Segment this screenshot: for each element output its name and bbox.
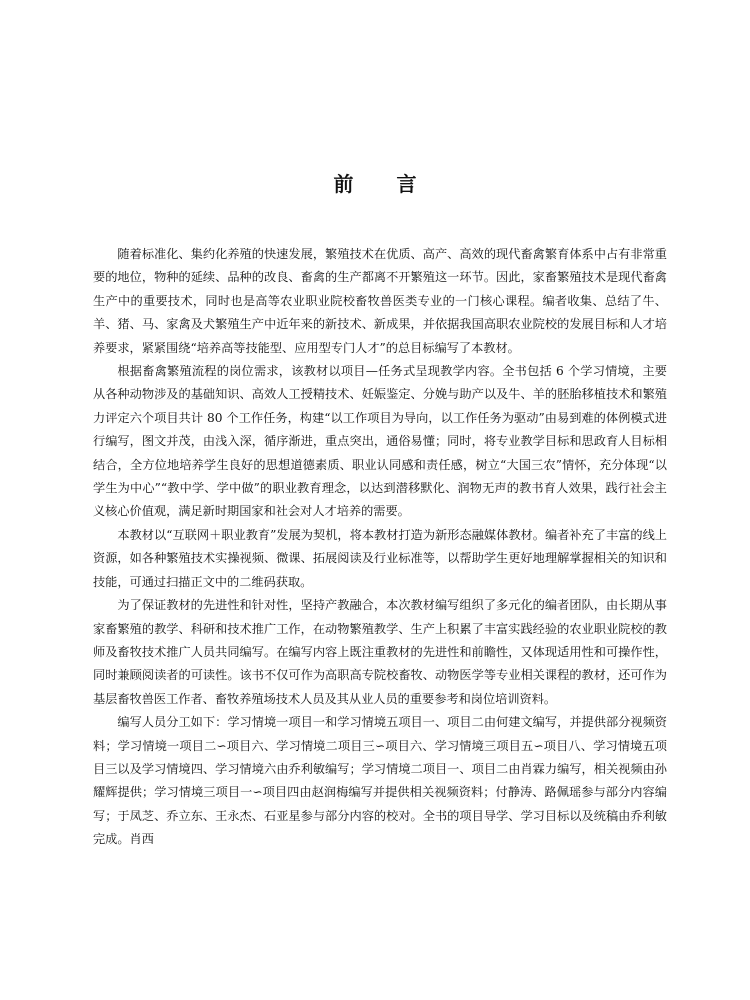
page-title: 前 言 xyxy=(333,172,435,196)
paragraph: 根据畜禽繁殖流程的岗位需求，该教材以项目—任务式呈现教学内容。全书包括 6 个学习情境，主要从各种动物涉及的基础知识、高效人工授精技术、妊娠鉴定、分娩与助产以及牛、羊的胚胎移植技术和繁殖力评定六个项目共计 80 个工作任务，构建“以工作项目为导向，以工作任务为驱动”由易到难的体例模式进行编写，图文并茂，由浅入深，循序渐进，重点突出，通俗易懂；同时，将专业教学目标和思政育人目标相结合，全方位地培养学生良好的思想道德素质、职业认同感和责任感，树立“大国三农”情怀，充分体现“以学生为中心”“教中学、学中做”的职业教育理念，以达到潜移默化、润物无声的教书育人效果，践行社会主义核心价值观，满足新时期国家和社会对人才培养的需要。 xyxy=(93,364,667,519)
paragraph: 为了保证教材的先进性和针对性，坚持产教融合，本次教材编写组织了多元化的编者团队，由长期从事家畜繁殖的教学、科研和技术推广工作，在动物繁殖教学、生产上积累了丰富实践经验的农业职业院校的教师及畜牧技术推广人员共同编写。在编写内容上既注重教材的先进性和前瞻性，又体现适用性和可操作性，同时兼顾阅读者的可读性。该书不仅可作为高职高专院校畜牧、动物医学等专业相关课程的教材，还可作为基层畜牧兽医工作者、畜牧养殖场技术人员及其从业人员的重要参考和岗位培训资料。 xyxy=(93,598,667,706)
paragraph: 本教材以“互联网＋职业教育”发展为契机，将本教材打造为新形态融媒体教材。编者补充了丰富的线上资源，如各种繁殖技术实操视频、微课、拓展阅读及行业标准等，以帮助学生更好地理解掌握相关的知识和技能，可通过扫描正文中的二维码获取。 xyxy=(93,527,667,589)
paragraph: 编写人员分工如下：学习情境一项目一和学习情境五项目一、项目二由何建文编写，并提供部分视频资料；学习情境一项目二∽项目六、学习情境二项目三∽项目六、学习情境三项目五∽项目八、学习情境五项目三以及学习情境四、学习情境六由乔利敏编写；学习情境二项目一、项目二由肖霖力编写，相关视频由孙耀辉提供；学习情境三项目一∽项目四由赵润梅编写并提供相关视频资料；付静涛、路佩瑶参与部分内容编写；于凤芝、乔立东、王永杰、石亚星参与部分内容的校对。全书的项目导学、学习目标以及统稿由乔利敏完成。肖西 xyxy=(93,715,667,847)
paragraph: 随着标准化、集约化养殖的快速发展，繁殖技术在优质、高产、高效的现代畜禽繁育体系中占有非常重要的地位，物种的延续、品种的改良、畜禽的生产都离不开繁殖这一环节。因此，家畜繁殖技术是现代畜禽生产中的重要技术，同时也是高等农业职业院校畜牧兽医类专业的一门核心课程。编者收集、总结了牛、羊、猪、马、家禽及犬繁殖生产中近年来的新技术、新成果，并依据我国高职农业院校的发展目标和人才培养要求，紧紧围绕“培养高等技能型、应用型专门人才”的总目标编写了本教材。 xyxy=(93,247,667,355)
body-text xyxy=(93,243,667,852)
